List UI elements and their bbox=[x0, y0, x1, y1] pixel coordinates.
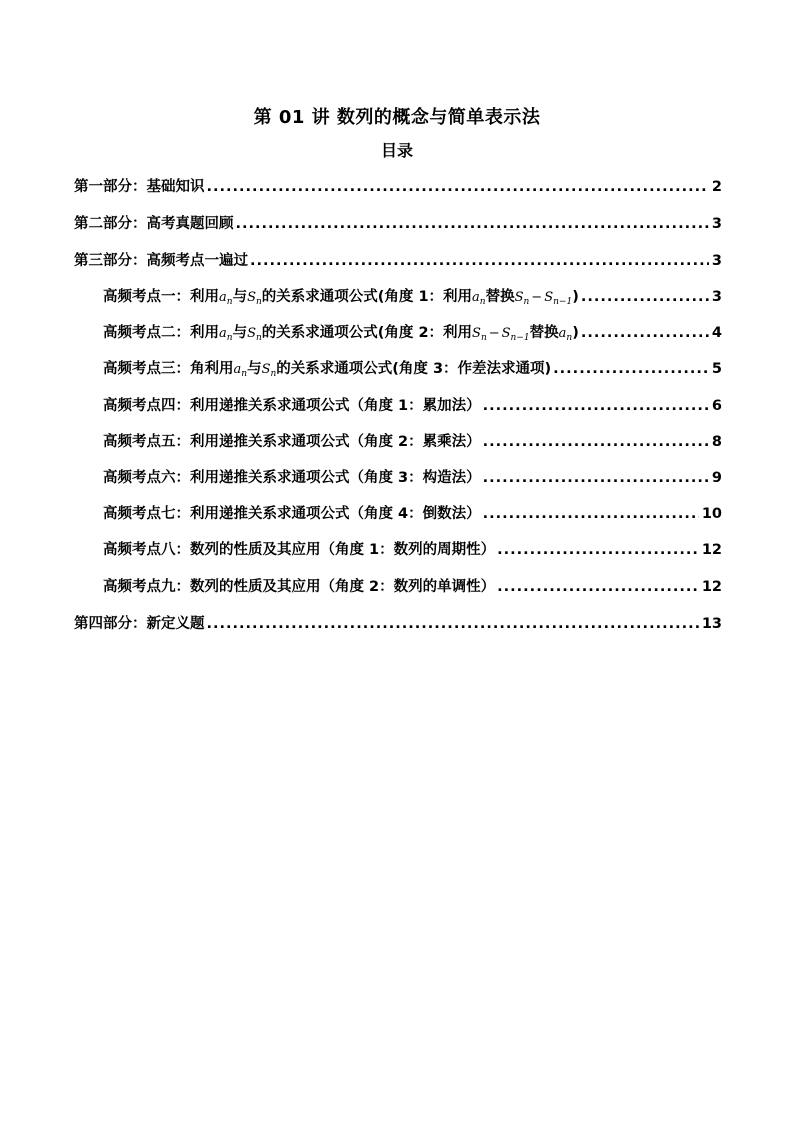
math-s-n: $S_n$ bbox=[247, 290, 262, 307]
toc-page-number: 8 bbox=[711, 434, 722, 450]
toc-entry-part-1[interactable] bbox=[74, 176, 722, 198]
document-title: 第 01 讲 数列的概念与简单表示法 bbox=[253, 107, 541, 128]
toc-dot-leader bbox=[207, 176, 709, 198]
toc-dot-leader bbox=[581, 322, 709, 344]
toc-page-number: 2 bbox=[711, 179, 722, 195]
toc-entry-topic-4[interactable] bbox=[103, 395, 722, 417]
toc-page-number: 3 bbox=[711, 216, 722, 232]
toc-entry-label: 高频考点八：数列的性质及其应用（角度 1：数列的周期性） bbox=[103, 542, 496, 558]
toc-entry-topic-8[interactable] bbox=[103, 539, 722, 561]
toc-dot-leader bbox=[207, 613, 699, 635]
toc-entry-label: 高频考点七：利用递推关系求通项公式（角度 4：倒数法） bbox=[103, 506, 481, 522]
toc-entry-topic-2[interactable] bbox=[103, 322, 722, 344]
math-a-n: $a_n$ bbox=[558, 326, 573, 343]
toc-page-number: 12 bbox=[701, 579, 722, 595]
toc-entry-label: 第一部分：基础知识 bbox=[74, 179, 205, 195]
toc-entry-topic-3[interactable] bbox=[103, 358, 722, 380]
toc-entry-label: 高频考点三：角利用$a_n$与$S_n$的关系求通项公式(角度 3：作差法求通项) bbox=[103, 361, 552, 379]
toc-dot-leader bbox=[483, 395, 709, 417]
toc-page-number: 12 bbox=[701, 542, 722, 558]
toc-entry-topic-5[interactable] bbox=[103, 431, 722, 453]
toc-page-number: 6 bbox=[711, 398, 722, 414]
toc-entry-part-4[interactable] bbox=[74, 613, 722, 635]
toc-page-number: 13 bbox=[701, 616, 722, 632]
math-s-n: $S_n$ bbox=[261, 362, 277, 379]
toc-dot-leader bbox=[483, 467, 709, 489]
toc-entry-label: 高频考点六：利用递推关系求通项公式（角度 3：构造法） bbox=[103, 470, 481, 486]
toc-dot-leader bbox=[497, 576, 699, 598]
toc-entry-label: 高频考点二：利用$a_n$与$S_n$的关系求通项公式(角度 2：利用$S_n - S_{n-1}$替换$a_n$) bbox=[103, 325, 579, 343]
toc-page-number: 4 bbox=[711, 325, 722, 341]
toc-entry-label: 高频考点五：利用递推关系求通项公式（角度 2：累乘法） bbox=[103, 434, 481, 450]
toc-entry-label: 第二部分：高考真题回顾 bbox=[74, 216, 234, 232]
math-a-n: $a_n$ bbox=[219, 326, 233, 343]
toc-entry-topic-7[interactable] bbox=[103, 503, 722, 525]
toc-dot-leader bbox=[236, 213, 709, 235]
toc-entry-label: 高频考点九：数列的性质及其应用（角度 2：数列的单调性） bbox=[103, 579, 496, 595]
toc-dot-leader bbox=[497, 539, 699, 561]
math-a-n: $a_n$ bbox=[472, 290, 486, 307]
toc-entry-topic-6[interactable] bbox=[103, 467, 722, 489]
toc-entry-part-2[interactable] bbox=[74, 213, 722, 235]
math-s-difference: $S_n - S_{n-1}$ bbox=[472, 326, 530, 343]
toc-dot-leader bbox=[483, 503, 699, 525]
toc-dot-leader bbox=[250, 250, 709, 272]
toc-page-number: 3 bbox=[711, 253, 722, 269]
math-s-n: $S_n$ bbox=[247, 326, 262, 343]
toc-entry-topic-9[interactable] bbox=[103, 576, 722, 598]
toc-dot-leader bbox=[581, 286, 709, 308]
toc-entry-label: 第三部分：高频考点一遍过 bbox=[74, 253, 248, 269]
toc-entry-label: 高频考点一：利用$a_n$与$S_n$的关系求通项公式(角度 1：利用$a_n$替换$S_n - S_{n-1}$) bbox=[103, 289, 579, 307]
toc-page-number: 10 bbox=[701, 506, 722, 522]
toc-page-number: 5 bbox=[711, 361, 722, 377]
toc-entry-topic-1[interactable] bbox=[103, 286, 722, 308]
toc-page-number: 3 bbox=[711, 289, 722, 305]
toc-dot-leader bbox=[553, 358, 709, 380]
toc-entry-label: 高频考点四：利用递推关系求通项公式（角度 1：累加法） bbox=[103, 398, 481, 414]
toc-page-number: 9 bbox=[711, 470, 722, 486]
toc-dot-leader bbox=[483, 431, 709, 453]
math-a-n: $a_n$ bbox=[233, 362, 248, 379]
toc-heading: 目录 bbox=[380, 141, 413, 160]
math-a-n: $a_n$ bbox=[219, 290, 233, 307]
math-s-difference: $S_n - S_{n-1}$ bbox=[514, 290, 573, 307]
toc-entry-part-3[interactable] bbox=[74, 250, 722, 272]
toc-entry-label: 第四部分：新定义题 bbox=[74, 616, 205, 632]
